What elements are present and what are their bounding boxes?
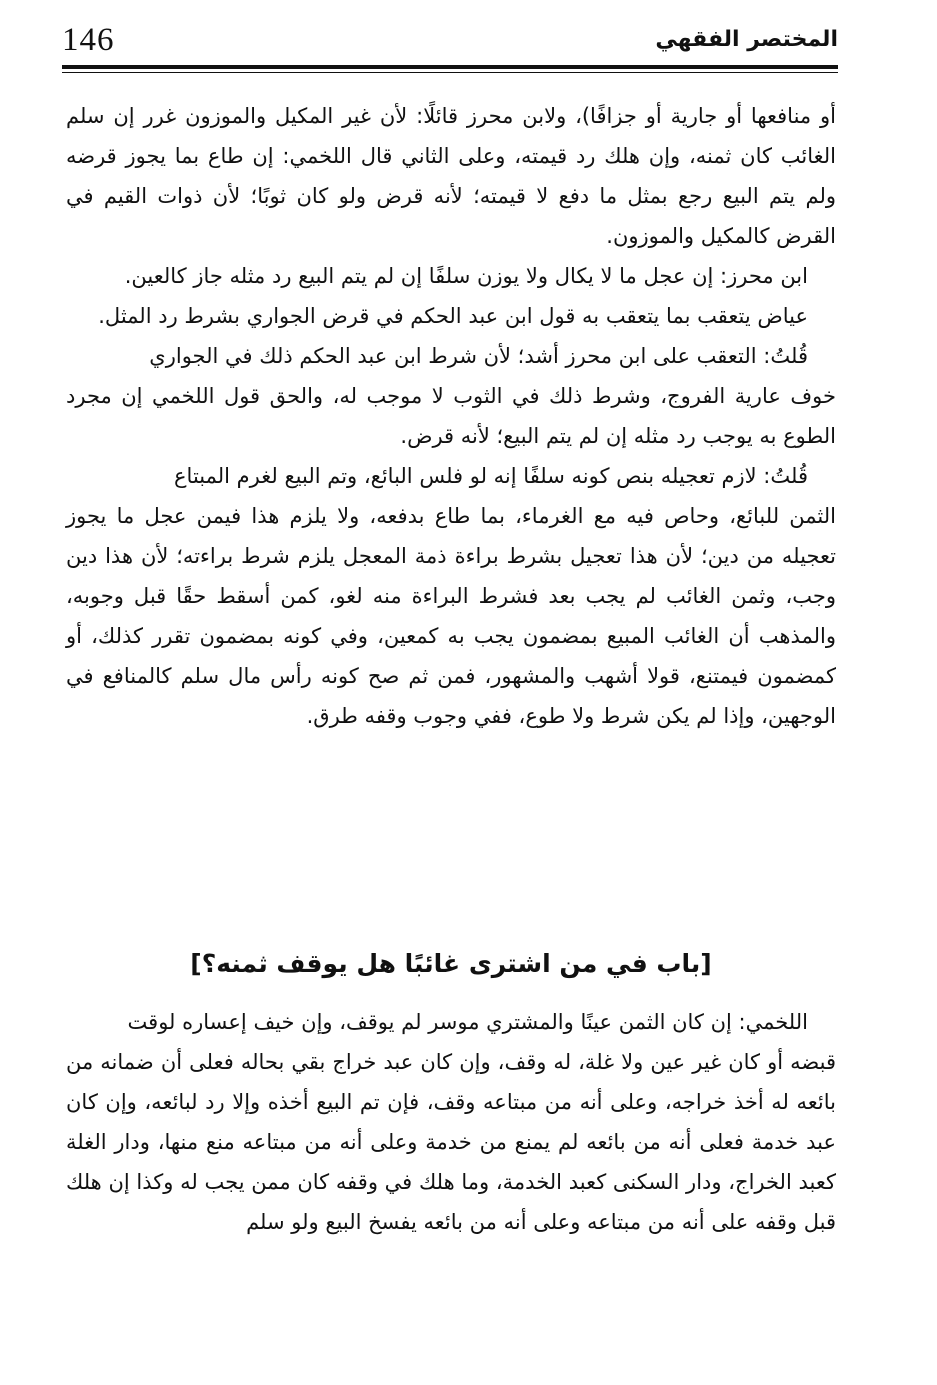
main-text-block xyxy=(66,96,836,736)
page-header xyxy=(62,18,838,62)
qultu-paragraph xyxy=(66,456,836,496)
running-title: المختصر الفقهي xyxy=(655,27,838,52)
section-first-line: اللخمي: إن كان الثمن عينًا والمشتري موسر لم يوقف، وإن خيف إعساره لوقت xyxy=(127,1010,808,1034)
section-text-block xyxy=(66,1002,836,1242)
qultu-keyword: قُلتُ xyxy=(770,344,808,368)
paragraph: قبضه أو كان غير عين ولا غلة، له وقف، وإن كان عبد خراج بقي بحاله فعلى أن ضمانه من بائعه له أخذ خراجه، وعلى أنه من مبتاعه وقف، فإن تم البيع أخذه وإلا رد لبائعه، وإن كان عبد خدمة فعلى أنه من بائعه لم يمنع من خدمة وعلى أنه من مبتاعه منع منها، ودار الغلة كعبد الخراج، ودار السكنى كعبد الخدمة، وما هلك في وقفه كان ممن يجب له وكذا إن هلك قبل وقفه على أنه من مبتاعه وعلى أنه من بائعه يفسخ البيع ولو سلم xyxy=(66,1050,836,1234)
paragraph: ابن محرز: إن عجل ما لا يكال ولا يوزن سلفًا إن لم يتم البيع رد مثله جاز كالعين. xyxy=(124,264,808,288)
page-number: 146 xyxy=(62,22,115,58)
qultu-keyword: قُلتُ xyxy=(770,464,808,488)
qultu-text: : التعقب على ابن محرز أشد؛ لأن شرط ابن عبد الحكم ذلك في الجواري xyxy=(149,344,771,368)
qultu-text: : لازم تعجيله بنص كونه سلفًا إنه لو فلس البائع، وتم البيع لغرم المبتاع xyxy=(174,464,771,488)
header-rule-thick xyxy=(62,65,838,69)
header-rule-thin xyxy=(62,72,838,73)
paragraph: أو منافعها أو جارية أو جزافًا)، ولابن محرز قائلًا: لأن غير المكيل والموزون غرر إن سلم الغائب كان ثمنه، وإن هلك رد قيمته، وعلى الثاني قال اللخمي: إن طاع بما يجوز قرضه ولم يتم البيع رجع بمثل ما دفع لا قيمته؛ لأنه قرض ولو كان ثوبًا؛ لأن ذوات القيم في القرض كالمكيل والموزون. xyxy=(66,104,836,248)
qultu-paragraph xyxy=(66,336,836,376)
paragraph: عياض يتعقب بما يتعقب به قول ابن عبد الحكم في قرض الجواري بشرط رد المثل. xyxy=(98,304,808,328)
paragraph: الثمن للبائع، وحاص فيه مع الغرماء، بما طاع بدفعه، ولا يلزم هذا فيمن عجل ما يجوز تعجيله من دين؛ لأن هذا تعجيل بشرط براءة ذمة المعجل يلزم شرط براءته؛ لأن هذا دين وجب، وثمن الغائب لم يجب بعد فشرط البراءة منه لغو، كمن أسقط حقًا قبل وجوبه، والمذهب أن الغائب المبيع بمضمون يجب به كمعين، وفي كونه بمضمون تقرر كذلك، أو كمضمون فيمتنع، قولا أشهب والمشهور، فمن ثم صح كونه رأس مال سلم كالمنافع في الوجهين، وإذا لم يكن شرط ولا طوع، ففي وجوب وقفه طرق. xyxy=(66,504,836,728)
paragraph: خوف عارية الفروج، وشرط ذلك في الثوب لا موجب له، والحق قول اللخمي إن مجرد الطوع به يوجب رد مثله إن لم يتم البيع؛ لأنه قرض. xyxy=(66,384,836,448)
section-heading: [باب في من اشترى غائبًا هل يوقف ثمنه؟] xyxy=(190,949,712,978)
